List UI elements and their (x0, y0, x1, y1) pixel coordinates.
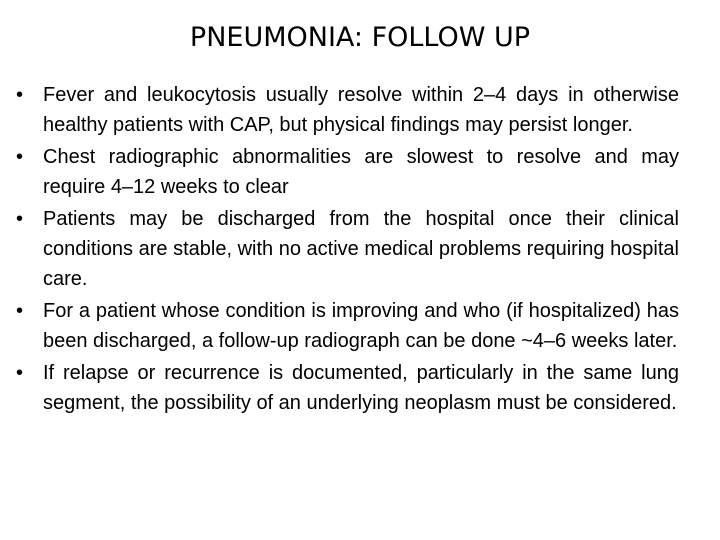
bullet-list (43, 80, 679, 420)
bullet-item: • If relapse or recurrence is documented, particularly in the same lung segment, the possibility of an underlying neoplasm must be considered. (43, 358, 679, 418)
bullet-item: • Chest radiographic abnormalities are slowest to resolve and may require 4–12 weeks to clear (43, 142, 679, 202)
bullet-item: • For a patient whose condition is improving and who (if hospitalized) has been discharged, a follow-up radiograph can be done ~4–6 weeks later. (43, 296, 679, 356)
bullet-item: • Fever and leukocytosis usually resolve within 2–4 days in otherwise healthy patients with CAP, but physical findings may persist longer. (43, 80, 679, 140)
slide-title: PNEUMONIA: FOLLOW UP (189, 22, 531, 53)
bullet-item: • Patients may be discharged from the hospital once their clinical conditions are stable, with no active medical problems requiring hospital care. (43, 204, 679, 294)
